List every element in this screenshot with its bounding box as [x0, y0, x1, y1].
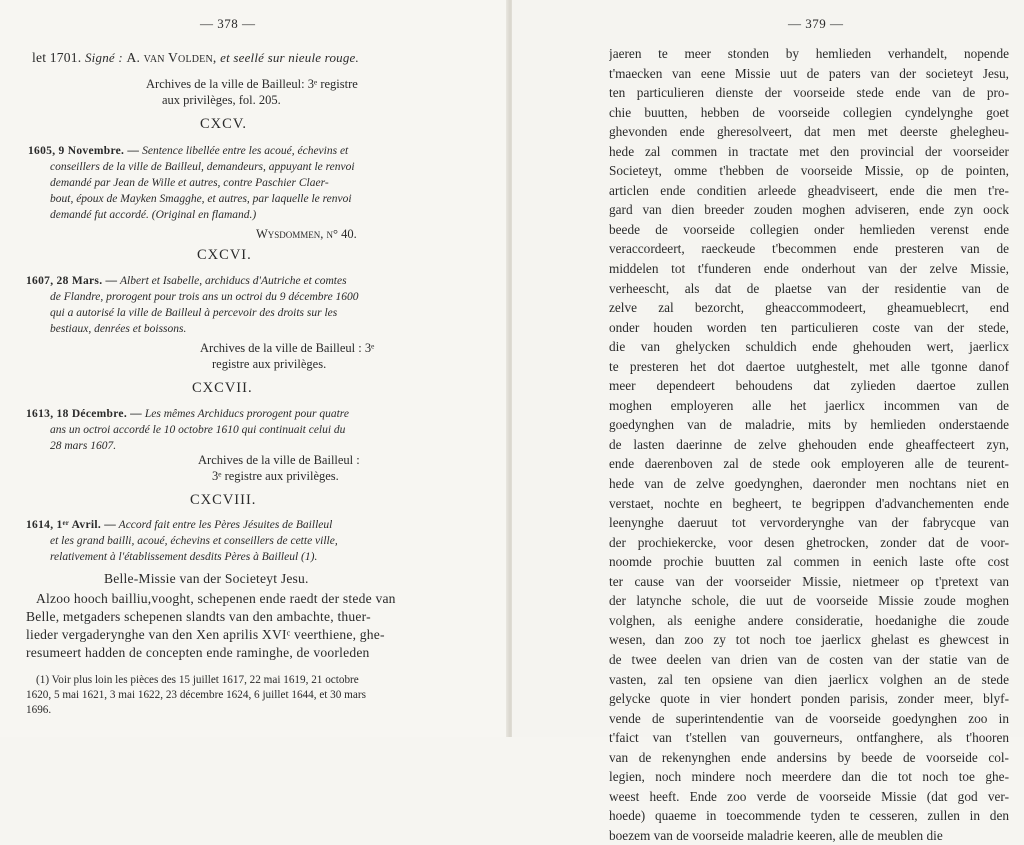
body-line: die van ghelycken schuldich ende ghehouden wert, jaerlicx [609, 339, 1009, 355]
signature-suffix: et seellé sur nieule rouge. [220, 50, 359, 65]
signature-line [32, 50, 359, 66]
entry-source: Wysdommen, n° 40. [256, 227, 357, 241]
body-line: lieder vergaderynghe van den Xen aprilis XVIᶜ veerthiene, ghe- [26, 627, 385, 642]
body-line: legien, noch mindere noch meerdere dan die tot noch toe ghe- [609, 769, 1009, 785]
entry-source: 3ᵉ registre aux privilèges. [212, 469, 339, 483]
body-line: van de rekenynghen ende andersins by beede de voorseide col- [609, 749, 1009, 765]
body-line: Alzoo hooch bailliu,vooght, schepenen ende raedt der stede van [36, 591, 396, 606]
right-page-text [609, 44, 1009, 845]
body-line: leenynghe daeruut tot vervorderynghe van der fabrycque van [609, 515, 1009, 531]
body-line: weest heeft. Ende zoo verde de voorseide Missie (dat god ver- [609, 788, 1009, 804]
body-line: Societeyt, omme t'hebben de voorseide Missie, op de pointen, [609, 163, 1009, 179]
entry-date: 1607, 28 Mars. — [26, 275, 118, 287]
footnote-line: 1696. [26, 704, 52, 716]
body-line: verheescht, als dat de plaetse van der residentie van de [609, 280, 1009, 296]
section-subtitle: Belle-Missie van der Societeyt Jesu. [104, 571, 309, 586]
body-line: t'maecken van eene Missie uut de paters van der societeyt Jesu, [609, 65, 1009, 81]
entry-heading: CXCV. [200, 116, 248, 132]
body-line: jaeren te meer stonden by hemlieden verhandelt, nopende [609, 46, 1009, 61]
body-line: ter cause van der voorseider Missie, nietmeer op t'pretext van [609, 573, 1009, 589]
body-line: gelycke quote in vier hondert ponden parisis, zonder meer, blyf- [609, 691, 1009, 707]
entry-text-line: demandé fut accordé. (Original en flamand.) [50, 209, 257, 221]
body-line: chie buutten, hebben de voorseide collegien cyndelynghe goet [609, 104, 1009, 120]
entry-text-line: Les mêmes Archiducs prorogent pour quatre [144, 408, 349, 420]
right-page [512, 0, 1024, 843]
entry-date: 1613, 18 Décembre. — [26, 408, 142, 420]
body-line: boezem van de voorseide maladrie keeren, alle de meublen die [609, 827, 943, 843]
page-number-right: — 379 — [788, 16, 844, 31]
entry-heading: CXCVIII. [190, 492, 257, 508]
body-line: resumeert hadden de concepten ende raminghe, de voorleden [26, 645, 370, 660]
entry-date: 1605, 9 Novembre. — [28, 145, 140, 157]
body-line: noomde prochie buutten zal commen in eenich laste ofte cost [609, 554, 1009, 570]
body-line: de lasten daerinne de zelve ghehouden ende gheaffecteert zyn, [609, 436, 1009, 452]
entry-text-line: bestiaux, denrées et boissons. [50, 323, 187, 335]
archive-line: aux privilèges, fol. 205. [162, 93, 281, 107]
signature-name: A. van Volden, [126, 50, 217, 65]
body-line: zelve zal bezorcht, gheaccommodeert, gheamueblecrt, end [609, 300, 1009, 316]
body-line: onder houden worden ten particulieren coste van der stede, [609, 319, 1009, 335]
body-line: ten particulieren dienste der voorseide stede ende van de pro- [609, 85, 1009, 101]
body-line: der latynche schole, die uut de voorseide Missie zoude moghen [609, 593, 1009, 609]
body-line: moghen employeren alle het jaerlicx incommen van de [609, 397, 1009, 413]
body-line: veraccordeert, raeckeude t'becommen ende presteren van de [609, 241, 1009, 257]
footnote-line: 1620, 5 mai 1621, 3 mai 1622, 23 décembre 1624, 6 juillet 1644, et 30 mars [26, 689, 366, 701]
entry-text-line: Accord fait entre les Pères Jésuites de Bailleul [118, 519, 333, 531]
body-line: wesen, dan zoo zy tot noch toe jaerlicx ghelast es ghewcest in [609, 632, 1009, 648]
entry-text [26, 406, 349, 422]
entry-text [26, 273, 347, 289]
body-line: vende de superintendentie van de voorseide goedynghen zoo in [609, 710, 1009, 726]
archive-line: Archives de la ville de Bailleul: 3ᵉ registre [146, 77, 358, 91]
entry-source: registre aux privilèges. [212, 357, 327, 371]
body-line: de twee deelen van drien van de costen van der statie van de [609, 651, 1009, 667]
entry-text-line: 28 mars 1607. [50, 440, 117, 452]
entry-text-line: Sentence libellée entre les acoué, échevins et [142, 145, 349, 157]
signature-prefix: let 1701. [32, 50, 82, 65]
entry-text-line: et les grand bailli, acoué, échevins et conseillers de cette ville, [50, 535, 338, 547]
footnote-line: (1) Voir plus loin les pièces des 15 juillet 1617, 22 mai 1619, 21 octobre [36, 674, 359, 686]
entry-text-line: ans un octroi accordé le 10 octobre 1610 qui continuait celui du [50, 424, 346, 436]
entry-heading: CXCVII. [192, 380, 253, 396]
body-line: beede de voorseide collegien onder hemlieden verenst ende [609, 221, 1009, 237]
body-line: der prochiekercke, voor desen ghetrocken, zonder dat de voor- [609, 534, 1009, 550]
left-page [0, 0, 508, 737]
body-line: goedynghen van de maladrie, mits by hemlieden onderstaende [609, 417, 1009, 433]
body-line: middelen tot t'funderen ende onderhout van der zelve Missie, [609, 261, 1009, 277]
body-line: te presteren het dot daertoe uutghestelt, met alle tgonne danof [609, 358, 1009, 374]
body-line: hoede) quaeme in toecommende tyden te cesseren, zullen in den [609, 808, 1009, 824]
body-line: ende daerenboven zal de stede ook employeren alle de teurent- [609, 456, 1009, 472]
body-line: vasten, zal ten opsiene van dien jaerlicx volghen an de stede [609, 671, 1009, 687]
entry-date: 1614, 1ᵉʳ Avril. — [26, 519, 116, 531]
entry-text [26, 517, 332, 533]
body-line: verstaet, nochte en begheert, te begrippen d'advanchementen ende [609, 495, 1009, 511]
entry-source: Archives de la ville de Bailleul : [198, 453, 360, 467]
body-line: meer dependeert behoudens dat zylieden daertoe zullen [609, 378, 1009, 394]
body-line: Belle, metgaders schepenen slandts van den ambachte, thuer- [26, 609, 371, 624]
page-number-left: — 378 — [200, 16, 256, 31]
body-line: articlen ende conditien arleede gheadviseert, ende die men t're- [609, 182, 1009, 198]
body-line: hede zal commen in tractate met den provincial der voorseider [609, 143, 1009, 159]
signature-signe: Signé : [84, 50, 123, 65]
entry-text-line: qui a autorisé la ville de Bailleul à percevoir des droits sur les [50, 307, 338, 319]
entry-source: Archives de la ville de Bailleul : 3ᵉ [200, 341, 375, 355]
entry-text-line: Albert et Isabelle, archiducs d'Autriche et comtes [120, 275, 347, 287]
entry-text-line: de Flandre, prorogent pour trois ans un octroi du 9 décembre 1600 [50, 291, 359, 303]
entry-text-line: bout, époux de Mayken Smagghe, et autres, par laquelle le renvoi [50, 193, 352, 205]
entry-text [28, 143, 348, 159]
entry-text-line: relativement à l'établissement desdits Pères à Bailleul (1). [50, 551, 318, 563]
entry-text-line: conseillers de la ville de Bailleul, demandeurs, appuyant le renvoi [50, 161, 355, 173]
body-line: t'faict van t'stellen van gouverneurs, ontfanghere, als t'hooren [609, 730, 1009, 746]
entry-text-line: demandé par Jean de Wille et autres, contre Paschier Claer- [50, 177, 329, 189]
entry-heading: CXCVI. [197, 247, 252, 263]
body-line: ghevonden ende gheresolveert, dat men met deerste ghelegheu- [609, 124, 1009, 140]
body-line: volghen, als eenighe andere consideratie, hoedanighe die zoude [609, 612, 1009, 628]
body-line: gard van dien breeder zouden moghen adviseren, ende zyn oock [609, 202, 1009, 218]
body-line: hede van de zelve goedynghen, daeronder men nochtans niet en [609, 476, 1009, 492]
